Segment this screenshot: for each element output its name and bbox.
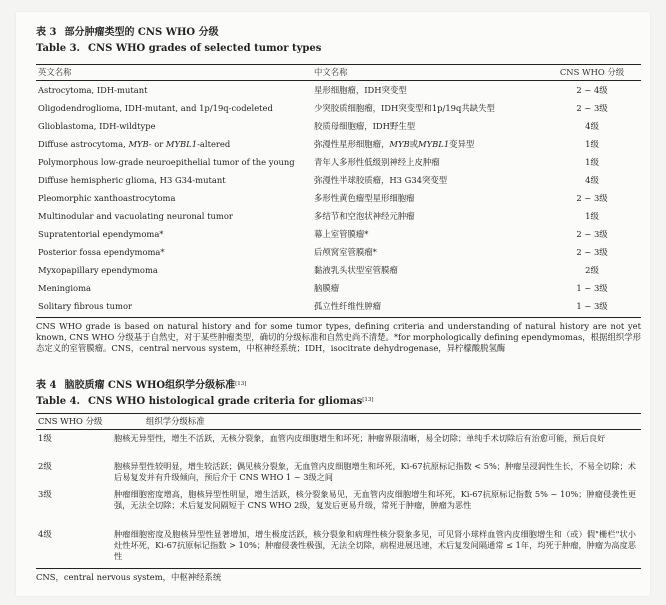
- table3-row-en: Astrocytoma, IDH-mutant: [38, 85, 148, 95]
- document-page: [16, 12, 650, 596]
- table4-bottom-rule: [36, 568, 641, 569]
- table3-row-en: Meningioma: [38, 283, 92, 293]
- table3-row-en: Diffuse astrocytoma, MYB- or MYBL1-altered: [38, 139, 231, 149]
- table3-row-en: Pleomorphic xanthoastrocytoma: [38, 193, 176, 203]
- table3-row-cn: 青年人多形性低级别神经上皮肿瘤: [314, 157, 440, 167]
- table3-row-grade: 2 ~ 3级: [576, 103, 608, 113]
- table3-header-cn: 中文名称: [314, 67, 348, 77]
- table3-row-grade: 4级: [585, 175, 599, 185]
- table3-row-grade: 1级: [585, 139, 599, 149]
- table3-row-cn: 多结节和空泡状神经元肿瘤: [314, 211, 415, 221]
- table3-row-cn: 孤立性纤维性肿瘤: [314, 301, 381, 311]
- table4-caption-cn: 表 4 脑胶质瘤 CNS WHO组织学分级标准[13]: [36, 380, 247, 391]
- table3-row-grade: 1 ~ 3级: [576, 283, 608, 293]
- table3-row-grade: 2级: [585, 265, 599, 275]
- table4-row-grade: 4级: [38, 529, 52, 539]
- table3-row-en: Oligodendroglioma, IDH-mutant, and 1p/19q-codeleted: [38, 103, 273, 113]
- table3-header-grade: CNS WHO 分级: [559, 67, 625, 77]
- table4-header-rule: [36, 429, 641, 430]
- table3-row-grade: 2 ~ 3级: [576, 193, 608, 203]
- table4-row-criteria: 胞核无异型性，增生不活跃，无核分裂象，血管内皮细胞增生和坏死；肿瘤界限清晰，易全切除；单纯手术切除后有治愈可能，预后良好: [114, 433, 606, 443]
- table3-row-en: Myxopapillary ependymoma: [38, 265, 158, 275]
- table3-row-cn: 幕上室管膜瘤*: [314, 229, 369, 239]
- table3-row-cn: 脑膜瘤: [314, 283, 340, 293]
- table3-bottom-rule: [36, 317, 641, 318]
- table3-row-cn: 星形细胞瘤，IDH突变型: [314, 85, 407, 95]
- table3-row-cn: 后颅窝室管膜瘤*: [314, 247, 377, 257]
- table3-row-grade: 1级: [585, 157, 599, 167]
- table4-row-criteria: 肿瘤细胞密度增高，胞核异型性明显，增生活跃，核分裂象易见，无血管内皮细胞增生和坏死，Ki-67抗原标记指数 5% ~ 10%；肿瘤侵袭性更强，无法全切除；术后复发间隔短于 CNS WHO 2级，复发后更易升级，常死于肿瘤，肿瘤为恶性: [114, 489, 636, 510]
- table3-row-grade: 1级: [585, 211, 599, 221]
- table3-header-en: 英文名称: [38, 67, 72, 77]
- table4-footnote: CNS，central nervous system，中枢神经系统: [36, 572, 222, 582]
- table4-row-criteria: 胞核异型性较明显，增生较活跃；偶见核分裂象，无血管内皮细胞增生和坏死，Ki-67抗原标记指数 < 5%；肿瘤呈浸润性生长，不易全切除；术后易复发并有升级倾向，预后介于 CNS WHO 1 ~ 3级之间: [114, 461, 636, 482]
- table4-row-grade: 1级: [38, 433, 52, 443]
- table3-top-rule: [36, 64, 641, 65]
- table3-row-en: Diffuse hemispheric glioma, H3 G34-mutant: [38, 175, 226, 185]
- table3-row-en: Supratentorial ependymoma*: [38, 229, 164, 239]
- table4-top-rule: [36, 413, 641, 414]
- table3-row-cn: 黏液乳头状型室管膜瘤: [314, 265, 398, 275]
- table3-row-grade: 1 ~ 3级: [576, 301, 608, 311]
- table3-row-en: Multinodular and vacuolating neuronal tumor: [38, 211, 233, 221]
- table3-footnote: CNS WHO grade is based on natural history and for some tumor types, defining criteria and understanding of natural history are not yet known, CNS WHO 分级基于自然史，对于某些肿瘤类型，确切的分级标准和自然史尚不清楚。*for morphologically defining ependymomas，根据组织学形态定义的室管膜瘤。CNS，central nervous system，中枢神经系统；IDH，isocitrate dehydrogenase，异柠檬酸脱氢酶: [36, 321, 641, 353]
- table3-row-en: Glioblastoma, IDH-wildtype: [38, 121, 156, 131]
- table3-header-rule: [36, 80, 641, 81]
- table4-row-criteria: 肿瘤细胞密度及胞核异型性显著增加，增生极度活跃，核分裂象和病理性核分裂象多见，可见肾小球样血管内皮细胞增生和（或）假"栅栏"状小灶性坏死，Ki-67抗原标记指数 > 10%；肿瘤侵袭性极强，无法全切除，病程进展迅速，术后复发间隔通常 ≤ 1年，均死于肿瘤，肿瘤为高度恶性: [114, 529, 636, 561]
- table4-row-grade: 2级: [38, 461, 52, 471]
- table3-row-en: Posterior fossa ependymoma*: [38, 247, 165, 257]
- table3-caption-en: Table 3. CNS WHO grades of selected tumor types: [36, 43, 322, 54]
- table4-header-criteria: 组织学分级标准: [146, 416, 205, 426]
- table3-row-grade: 4级: [585, 121, 599, 131]
- table3-row-cn: 弥漫性星形细胞瘤，MYB或MYBL1变异型: [314, 139, 475, 149]
- table3-row-cn: 多形性黄色瘤型星形细胞瘤: [314, 193, 415, 203]
- table3-caption-cn: 表 3 部分肿瘤类型的 CNS WHO 分级: [36, 27, 219, 38]
- table3-row-cn: 弥漫性半球胶质瘤，H3 G34突变型: [314, 175, 448, 185]
- table4-header-grade: CNS WHO 分级: [38, 416, 103, 426]
- table3-row-en: Polymorphous low-grade neuroepithelial tumor of the young: [38, 157, 295, 167]
- table3-row-grade: 2 ~ 3级: [576, 229, 608, 239]
- table3-row-grade: 2 ~ 3级: [576, 247, 608, 257]
- table3-row-en: Solitary fibrous tumor: [38, 301, 132, 311]
- table3-row-grade: 2 ~ 4级: [576, 85, 608, 95]
- table3-row-cn: 少突胶质细胞瘤，IDH突变型和1p/19q共缺失型: [314, 103, 495, 113]
- table3-row-cn: 胶质母细胞瘤，IDH野生型: [314, 121, 416, 131]
- table4-row-grade: 3级: [38, 489, 52, 499]
- table4-caption-en: Table 4. CNS WHO histological grade criteria for gliomas[13]: [36, 396, 374, 407]
